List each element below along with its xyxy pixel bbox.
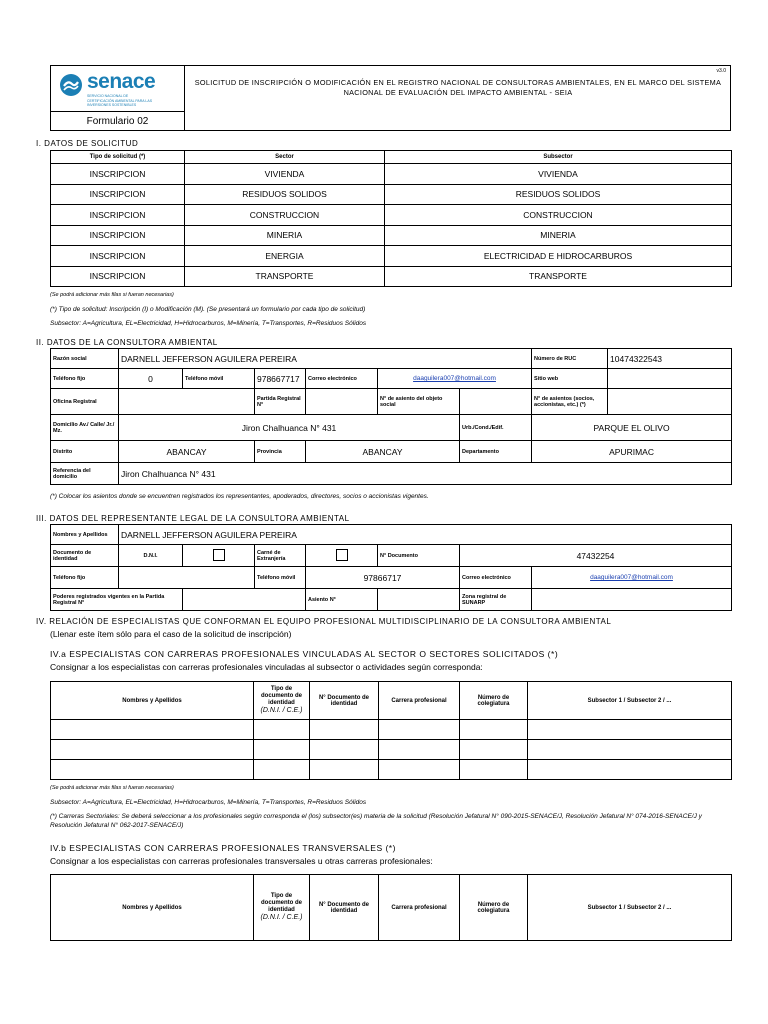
nombres-value: DARNELL JEFFERSON AGUILERA PEREIRA — [119, 525, 732, 545]
logo-subtitle: SERVICIO NACIONAL DE CERTIFICACIÓN AMBIENTAL PARA LAS INVERSIONES SOSTENIBLES — [87, 94, 153, 107]
section4-subheading: (Llenar este ítem sólo para el caso de la solicitud de inscripción) — [50, 629, 292, 639]
provincia-value: ABANCAY — [306, 441, 460, 463]
col-header: Carrera profesional — [379, 682, 460, 720]
razon-social-label: Razón social — [51, 349, 119, 369]
solicitud-tipo: INSCRIPCION — [51, 164, 185, 185]
table-row — [51, 164, 732, 185]
col-header: Tipo de documento de identidad — [260, 686, 302, 706]
rep-telefono-movil-label: Teléfono móvil — [255, 567, 306, 589]
asiento-label: Asiento N° — [306, 589, 378, 611]
section4b-intro: Consignar a los especialistas con carreras profesionales transversales u otras carreras profesionales: — [50, 856, 433, 866]
table-row — [51, 205, 732, 226]
oficina-value — [119, 389, 255, 415]
urb-value: PARQUE EL OLIVO — [532, 415, 732, 441]
solicitud-sector: TRANSPORTE — [185, 266, 385, 287]
solicitud-tipo: INSCRIPCION — [51, 205, 185, 226]
asiento-objeto-value — [460, 389, 532, 415]
partida-label: Partida Registral N° — [255, 389, 306, 415]
rep-telefono-fijo-value — [119, 567, 255, 589]
col-header: N° Documento de identidad — [310, 875, 379, 941]
dni-checkbox[interactable] — [213, 549, 225, 561]
col-header-sub: (D.N.I. / C.E.) — [260, 707, 303, 714]
telefono-movil-label: Teléfono móvil — [183, 369, 255, 389]
provincia-label: Provincia — [255, 441, 306, 463]
table-row — [51, 246, 732, 267]
consultora-table — [50, 348, 732, 485]
zona-value — [532, 589, 732, 611]
asiento-value — [378, 589, 460, 611]
carne-label: Carné de Extranjería — [255, 545, 306, 567]
section4b-heading: IV.b ESPECIALISTAS CON CARRERAS PROFESIONALES TRANSVERSALES (*) — [50, 843, 396, 853]
solicitud-subsector: CONSTRUCCION — [385, 205, 732, 226]
table-row — [51, 225, 732, 246]
col-header: Número de colegiatura — [460, 682, 528, 720]
section4a-note-subsector: Subsector: A=Agricultura, EL=Electricidad, H=Hidrocarburos, M=Minería, T=Transportes, R=Residuos Sólidos — [50, 799, 367, 806]
section4a-note-rows: (Se podrá adicionar más filas si fueran necesarias) — [50, 785, 174, 791]
col-header: Subsector — [385, 151, 732, 164]
poderes-label: Poderes registrados vigentes en la Partida Registral N° — [51, 589, 183, 611]
rep-correo-link[interactable]: daaguilera007@hotmail.com — [590, 574, 673, 581]
section4a-heading: IV.a ESPECIALISTAS CON CARRERAS PROFESIONALES VINCULADAS AL SECTOR O SECTORES SOLICITADOS (*) — [50, 649, 559, 659]
section1-note-subsector: Subsector: A=Agricultura, EL=Electricidad, H=Hidrocarburos, M=Minería, T=Transportes, R=Residuos Sólidos — [50, 320, 367, 327]
solicitud-subsector: ELECTRICIDAD E HIDROCARBUROS — [385, 246, 732, 267]
rep-correo-label: Correo electrónico — [460, 567, 532, 589]
section3-heading: III. DATOS DEL REPRESENTANTE LEGAL DE LA CONSULTORA AMBIENTAL — [36, 514, 350, 523]
col-header: Carrera profesional — [379, 875, 460, 941]
partida-value — [306, 389, 378, 415]
solicitud-tipo: INSCRIPCION — [51, 184, 185, 205]
form-header — [50, 65, 731, 131]
solicitud-subsector: MINERIA — [385, 225, 732, 246]
dni-label: D.N.I. — [119, 545, 183, 567]
solicitud-subsector: VIVIENDA — [385, 164, 732, 185]
telefono-movil-value: 978667717 — [255, 369, 306, 389]
departamento-value: APURIMAC — [532, 441, 732, 463]
carne-checkbox[interactable] — [336, 549, 348, 561]
table-row — [51, 760, 732, 780]
domicilio-value: Jiron Chalhuanca N° 431 — [119, 415, 460, 441]
sitio-web-value — [608, 369, 732, 389]
col-header: Número de colegiatura — [460, 875, 528, 941]
section1-heading: I. DATOS DE SOLICITUD — [36, 139, 139, 148]
solicitud-sector: VIVIENDA — [185, 164, 385, 185]
col-header: Sector — [185, 151, 385, 164]
num-doc-value: 47432254 — [460, 545, 732, 567]
domicilio-label: Domicilio Av./ Calle/ Jr./ Mz. — [51, 415, 119, 441]
num-doc-label: N° Documento — [378, 545, 460, 567]
logo-text: senace — [87, 70, 156, 93]
asiento-socios-value — [608, 389, 732, 415]
solicitud-subsector: RESIDUOS SOLIDOS — [385, 184, 732, 205]
table-row — [51, 266, 732, 287]
referencia-label: Referencia del domicilio — [51, 463, 119, 485]
solicitud-sector: CONSTRUCCION — [185, 205, 385, 226]
rep-telefono-movil-value: 97866717 — [306, 567, 460, 589]
representante-table — [50, 524, 732, 611]
col-header: N° Documento de identidad — [310, 682, 379, 720]
section4-heading: IV. RELACIÓN DE ESPECIALISTAS QUE CONFORMAN EL EQUIPO PROFESIONAL MULTIDISCIPLINARIO DE LA CONSULTORA AMBIENTAL — [36, 617, 612, 626]
section2-heading: II. DATOS DE LA CONSULTORA AMBIENTAL — [36, 338, 218, 347]
poderes-value — [183, 589, 306, 611]
distrito-value: ABANCAY — [119, 441, 255, 463]
documento-label: Documento de identidad — [51, 545, 119, 567]
col-header: Tipo de solicitud (*) — [51, 151, 185, 164]
col-header: Nombres y Apellidos — [51, 875, 254, 941]
form-title: SOLICITUD DE INSCRIPCIÓN O MODIFICACIÓN EN EL REGISTRO NACIONAL DE CONSULTORAS AMBIENTALES, EN EL MARCO DEL SISTEMA NACIONAL DE EVALUACIÓN DEL IMPACTO AMBIENTAL - SEIA — [194, 78, 722, 97]
solicitud-tipo: INSCRIPCION — [51, 225, 185, 246]
table-row — [51, 184, 732, 205]
urb-label: Urb./Cond./Edif. — [460, 415, 532, 441]
telefono-fijo-value: 0 — [119, 369, 183, 389]
col-header: Subsector 1 / Subsector 2 / ... — [528, 682, 732, 720]
section4a-note-carreras: (*) Carreras Sectoriales: Se deberá seleccionar a los profesionales según corresponda el (los) subsector(es) materia de la solicitud (Resolución Jefatural N° 090-2015-SENACE/J, Resolución Jefatural N° 074-2016-SENACE/J y Resolución Jefatural N° 062-2017-SENACE/J) — [50, 813, 702, 829]
especialistas-b-table — [50, 874, 732, 941]
form-number: Formulario 02 — [51, 112, 185, 131]
ruc-value: 10474322543 — [608, 349, 732, 369]
departamento-label: Departamento — [460, 441, 532, 463]
oficina-label: Oficina Registral — [51, 389, 119, 415]
especialistas-a-table — [50, 681, 732, 780]
col-header: Subsector 1 / Subsector 2 / ... — [528, 875, 732, 941]
correo-link[interactable]: daaguilera007@hotmail.com — [413, 375, 496, 382]
table-row — [51, 740, 732, 760]
col-header-sub: (D.N.I. / C.E.) — [260, 914, 303, 921]
solicitud-sector: RESIDUOS SOLIDOS — [185, 184, 385, 205]
sitio-web-label: Sitio web — [532, 369, 608, 389]
asiento-objeto-label: N° de asiento del objeto social — [378, 389, 460, 415]
section1-note-rows: (Se podrá adicionar más filas si fueran necesarias) — [50, 292, 174, 298]
section4a-intro: Consignar a los especialistas con carreras profesionales vinculadas al subsector o actividades según corresponda: — [50, 662, 483, 672]
razon-social-value: DARNELL JEFFERSON AGUILERA PEREIRA — [119, 349, 532, 369]
rep-telefono-fijo-label: Teléfono fijo — [51, 567, 119, 589]
solicitud-table — [50, 150, 732, 287]
logo-area — [51, 66, 185, 112]
col-header: Tipo de documento de identidad — [260, 893, 302, 913]
section1-note-tipo: (*) Tipo de solicitud: Inscripción (I) o Modificación (M). (Se presentará un formulario por cada tipo de solicitud) — [50, 306, 366, 313]
referencia-value: Jiron Chalhuanca N° 431 — [119, 463, 732, 485]
distrito-label: Distrito — [51, 441, 119, 463]
col-header: Nombres y Apellidos — [51, 682, 254, 720]
solicitud-tipo: INSCRIPCION — [51, 266, 185, 287]
solicitud-sector: ENERGIA — [185, 246, 385, 267]
telefono-fijo-label: Teléfono fijo — [51, 369, 119, 389]
form-version: v3.0 — [716, 68, 726, 74]
ruc-label: Número de RUC — [532, 349, 608, 369]
nombres-label: Nombres y Apellidos — [51, 525, 119, 545]
table-row — [51, 720, 732, 740]
asiento-socios-label: N° de asientos (socios, accionistas, etc.) (*) — [532, 389, 608, 415]
zona-label: Zona registral de SUNARP — [460, 589, 532, 611]
solicitud-tipo: INSCRIPCION — [51, 246, 185, 267]
senace-logo-icon — [59, 73, 83, 97]
section2-note: (*) Colocar los asientos donde se encuentren registrados los representantes, apoderados, directores, socios o accionistas vigentes. — [50, 493, 429, 500]
correo-label: Correo electrónico — [306, 369, 378, 389]
solicitud-sector: MINERIA — [185, 225, 385, 246]
solicitud-subsector: TRANSPORTE — [385, 266, 732, 287]
